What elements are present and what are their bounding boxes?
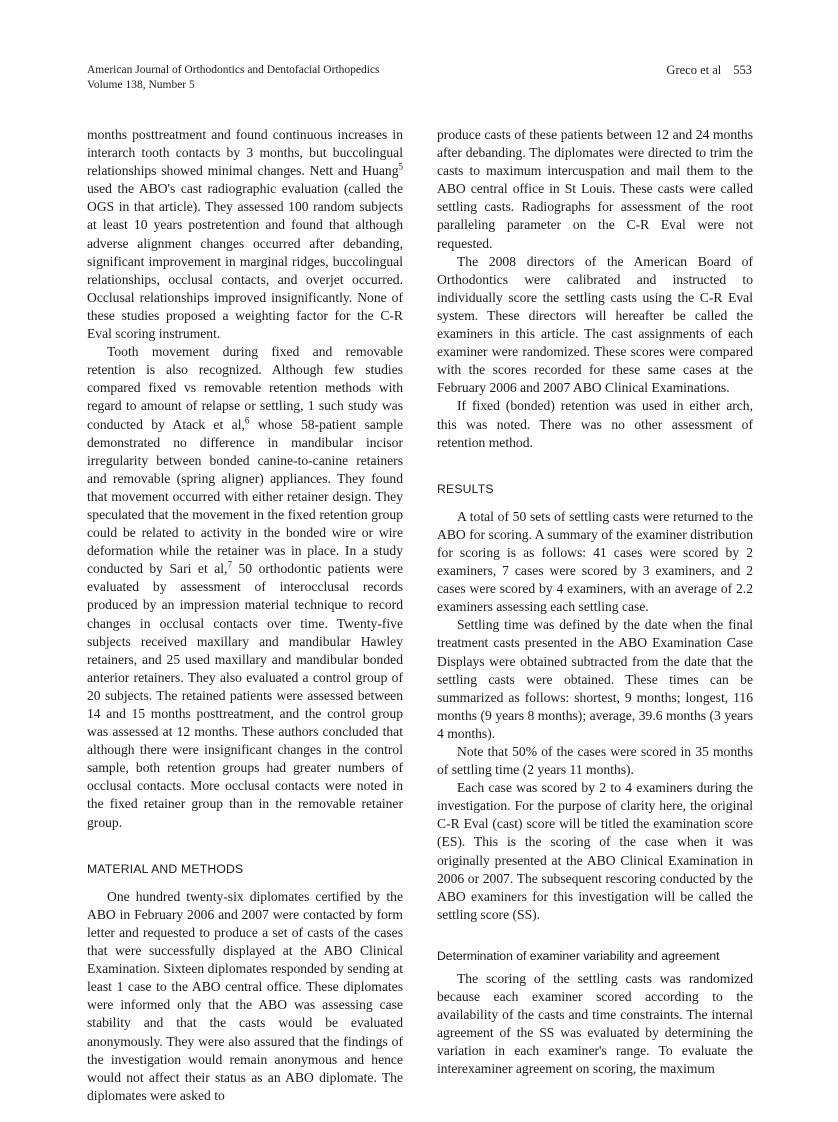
paragraph [87, 126, 403, 343]
paragraph: The scoring of the settling casts was randomized because each examiner scored according to the availability of the casts and time constraints. The internal agreement of the SS was evaluated by determining the variation in each examiner's range. To evaluate the interexaminer agreement on scoring, the maximum [437, 970, 753, 1077]
text: whose 58-patient sample demonstrated no difference in mandibular incisor irregularity between bonded canine-to-canine retainers and removable (spring aligner) appliances. They found that movement occurred with either retainer design. They speculated that the movement in the fixed retention group could be related to activity in the bonded wire or wire deformation while the retainer was in place. In a study conducted by Sari et al, [87, 416, 403, 577]
text: Tooth movement during fixed and removable retention is also recognized. Although few studies compared fixed vs removable retention methods with regard to amount of relapse or settling, 1 such study was conducted by Atack et al, [87, 344, 403, 432]
authors: Greco et al [666, 63, 722, 77]
text: 50 orthodontic patients were evaluated by assessment of interocclusal records produced by an impression material technique to record changes in occlusal contacts over time. Twenty-five subjects received maxillary and mandibular Hawley retainers, and 25 used maxillary and mandibular bonded anterior retainers. They also evaluated a control group of 20 subjects. The retained patients were assessed between 14 and 15 months posttreatment, and the control group was assessed at 12 months. These authors concluded that although there were insignificant changes in the control sample, both retention groups had greater numbers of occlusal contacts. More occlusal contacts were noted in the fixed retainer group than in the removable retainer group. [87, 561, 403, 830]
text: months posttreatment and found continuous increases in interarch tooth contacts by 3 months, but buccolingual relationships showed minimal changes. Nett and Huang [87, 127, 403, 179]
subsection-heading: Determination of examiner variability and agreement [437, 948, 720, 963]
reference: 5 [398, 161, 403, 172]
paragraph: One hundred twenty-six diplomates certified by the ABO in February 2006 and 2007 were contacted by form letter and requested to produce a set of casts of the cases that were successfully displayed at the ABO Clinical Examination. Sixteen diplomates responded by sending at least 1 case to the ABO central office. These diplomates were informed only that the ABO was assessing case stability and that the casts would be evaluated anonymously. They were also assured that the findings of the investigation would remain anonymous and hence would not affect their status as an ABO diplomate. The diplomates were asked to [87, 888, 403, 1103]
journal-title: American Journal of Orthodontics and Dentofacial Orthopedics [87, 64, 380, 76]
paragraph: A total of 50 sets of settling casts were returned to the ABO for scoring. A summary of the examiner distribution for scoring is as follows: 41 cases were scored by 2 examiners, 7 cases were scored by 3 examiners, and 2 cases were scored by 4 examiners, with an average of 2.2 examiners assessing each settling case. [437, 508, 753, 615]
running-header-right [654, 63, 752, 78]
paragraph: Note that 50% of the cases were scored in 35 months of settling time (2 years 11 months). [437, 744, 753, 778]
paragraph: The 2008 directors of the American Board of Orthodontics were calibrated and instructed to individually score the settling casts using the C-R Eval system. These directors will hereafter be called the examiners in this article. The cast assignments of each examiner were randomized. These scores were compared with the scores recorded for these same cases at the February 2006 and 2007 ABO Clinical Examinations. [437, 253, 753, 396]
journal-volume: Volume 138, Number 5 [87, 79, 195, 91]
right-column [437, 126, 753, 1079]
running-header-left [87, 63, 380, 93]
section-heading-methods: MATERIAL AND METHODS [87, 861, 244, 876]
paragraph: Settling time was defined by the date when the final treatment casts presented in the ABO Examination Case Displays were obtained subtracted from the date that the settling casts were obtained. These times can be summarized as follows: shortest, 9 months; longest, 116 months (9 years 8 months); average, 39.6 months (3 years 4 months). [437, 617, 753, 741]
paragraph [87, 343, 403, 832]
paragraph: Each case was scored by 2 to 4 examiners during the investigation. For the purpose of clarity here, the original C-R Eval (cast) score will be titled the examination score (ES). This is the scoring of the case when it was originally presented at the ABO Clinical Examination in 2006 or 2007. The subsequent rescoring conducted by the ABO examiners for this investigation will be called the settling score (SS). [437, 780, 753, 922]
paragraph: If fixed (bonded) retention was used in either arch, this was noted. There was no other assessment of retention method. [437, 398, 753, 450]
reference: 7 [227, 559, 232, 570]
paragraph: produce casts of these patients between 12 and 24 months after debanding. The diplomates were directed to trim the casts to maximum intercuspation and mail them to the ABO central office in St Louis. These casts were called settling casts. Radiographs for assessment of the root paralleling parameter on the C-R Eval were not requested. [437, 127, 753, 251]
reference: 6 [244, 414, 250, 425]
text: used the ABO's cast radiographic evaluation (called the OGS in that article). They assessed 100 random subjects at least 10 years postretention and found that although adverse alignment changes occurred after debanding, significant improvement in marginal ridges, buccolingual relationships, occlusal contacts, and overjet occurred. Occlusal relationships improved insignificantly. None of these studies proposed a weighting factor for the C-R Eval scoring instrument. [87, 181, 403, 342]
page-number: 553 [733, 63, 752, 77]
left-column [87, 126, 403, 1105]
section-heading-results: RESULTS [437, 481, 494, 496]
